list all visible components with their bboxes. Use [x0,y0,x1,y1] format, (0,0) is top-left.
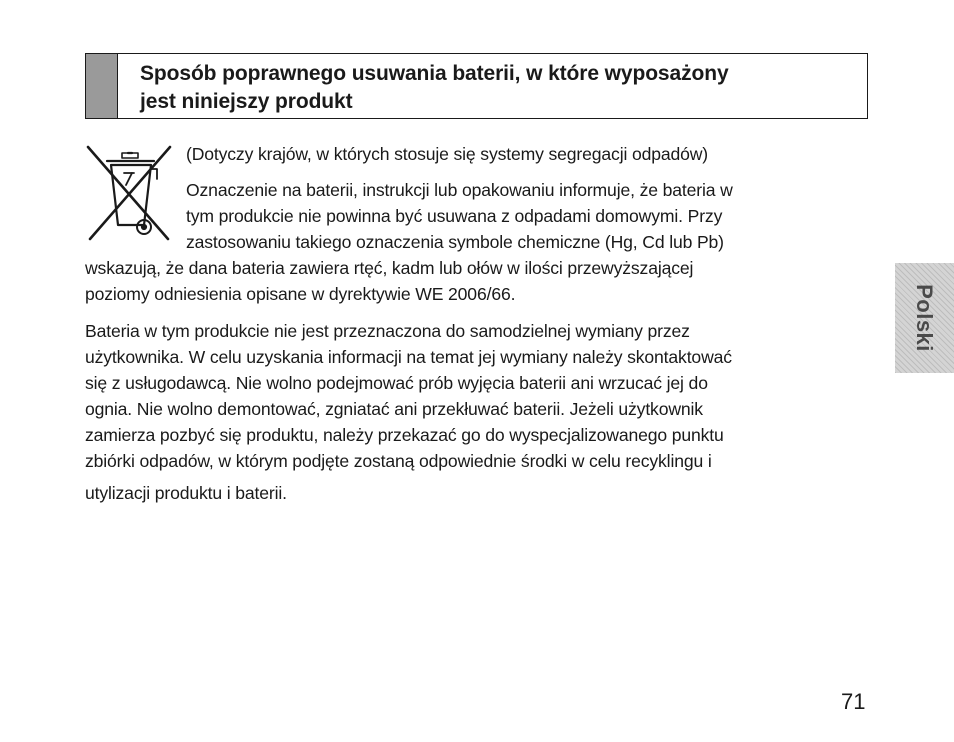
marking-text-line-1: Oznaczenie na baterii, instrukcji lub opakowaniu informuje, że bateria w [186,180,733,200]
section-heading-box [85,53,868,119]
replacement-text-line-7: utylizacji produktu i baterii. [85,483,287,503]
replacement-text-line-5: zamierza pozbyć się produktu, należy przekazać go do wyspecjalizowanego punktu [85,425,724,445]
section-heading-line-1: Sposób poprawnego usuwania baterii, w które wyposażony [140,62,729,85]
marking-text-line-3: zastosowaniu takiego oznaczenia symbole chemiczne (Hg, Cd lub Pb) [186,232,724,252]
crossed-out-wheeled-bin-icon [84,143,177,243]
replacement-text-line-3: się z usługodawcą. Nie wolno podejmować prób wyjęcia baterii ani wrzucać jej do [85,373,708,393]
replacement-text-line-6: zbiórki odpadów, w którym podjęte zostaną odpowiednie środki w celu recyklingu i [85,451,712,471]
replacement-text-line-1: Bateria w tym produkcie nie jest przeznaczona do samodzielnej wymiany przez [85,321,690,341]
language-side-tab [895,263,954,373]
marking-text-line-2: tym produkcie nie powinna być usuwana z odpadami domowymi. Przy [186,206,723,226]
marking-text-line-4: wskazują, że dana bateria zawiera rtęć, kadm lub ołów w ilości przewyższającej [85,258,694,278]
heading-accent-bar [86,54,118,118]
language-tab-label: Polski [912,284,937,352]
page-number: 71 [841,689,866,714]
replacement-text-line-2: użytkownika. W celu uzyskania informacji na temat jej wymiany należy skontaktować [85,347,732,367]
marking-text-line-5: poziomy odniesienia opisane w dyrektywie WE 2006/66. [85,284,516,304]
replacement-text-line-4: ognia. Nie wolno demontować, zgniatać ani przekłuwać baterii. Jeżeli użytkownik [85,399,703,419]
section-heading [118,54,729,118]
section-heading-line-2: jest niniejszy produkt [140,90,353,113]
applicability-note: (Dotyczy krajów, w których stosuje się systemy segregacji odpadów) [186,144,709,164]
